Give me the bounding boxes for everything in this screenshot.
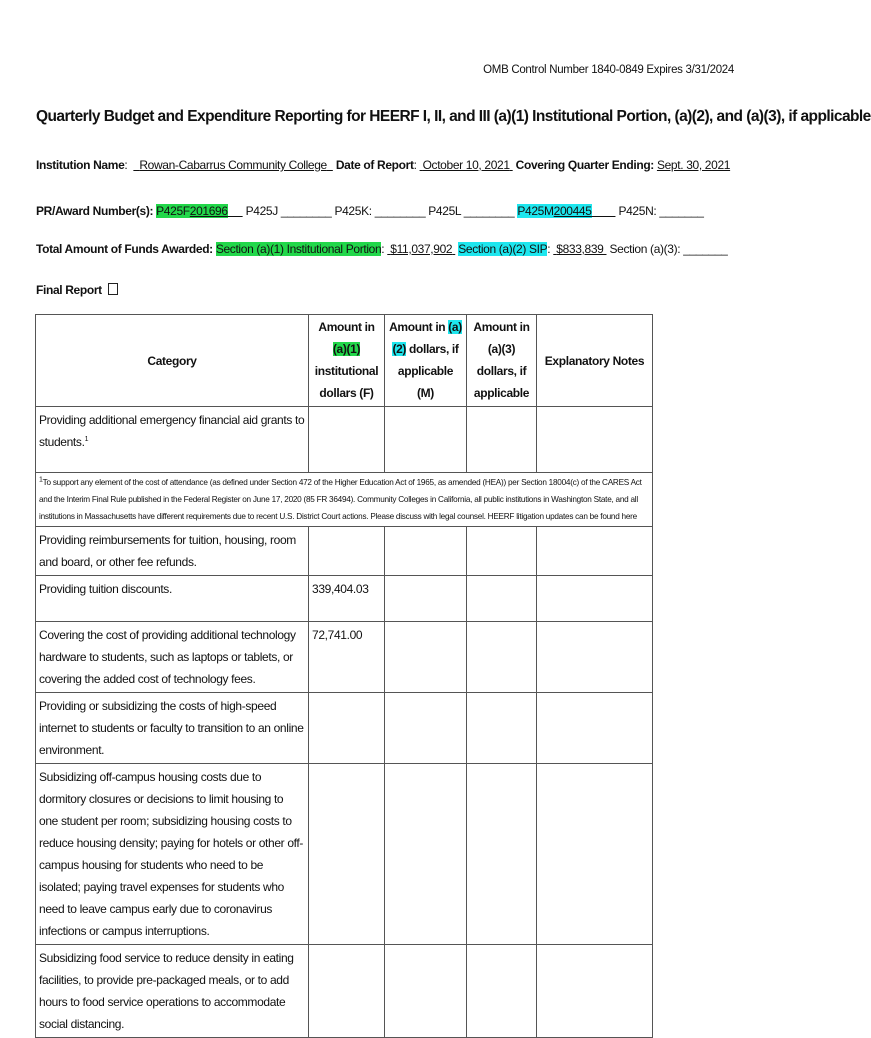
- table-row: [36, 945, 653, 1038]
- cell-a3[interactable]: [467, 764, 537, 945]
- cell-notes[interactable]: [537, 693, 653, 764]
- table-row: [36, 576, 653, 622]
- row-category: Subsidizing off-campus housing costs due to dormitory closures or decisions to limit housing to one student per room; subsidizing housing costs to reduce housing density; paying for hotels or other off-campus housing for students who need to be isolated; paying travel expenses for students who need to leave campus early due to coronavirus infections or campus interruptions.: [36, 764, 309, 945]
- cell-a1[interactable]: [309, 945, 385, 1038]
- cell-a3[interactable]: [467, 622, 537, 693]
- award-p425j[interactable]: P425J ________: [245, 204, 332, 218]
- row-category: Providing or subsidizing the costs of high-speed internet to students or faculty to transition to an online environment.: [36, 693, 309, 764]
- final-report-label: Final Report: [36, 283, 102, 297]
- quarter-value[interactable]: Sept. 30, 2021: [656, 158, 731, 172]
- header-category: Category: [36, 315, 309, 407]
- cell-a2[interactable]: [385, 407, 467, 473]
- funds-a1-value[interactable]: $11,037,902: [390, 242, 453, 256]
- award-line: [36, 204, 704, 218]
- header-notes: Explanatory Notes: [537, 315, 653, 407]
- table-row: [36, 622, 653, 693]
- table-row: [36, 764, 653, 945]
- footnote-row: [36, 473, 653, 527]
- institution-value[interactable]: Rowan-Cabarrus Community College: [139, 158, 327, 172]
- funds-a2-label: Section (a)(2) SIP: [458, 242, 548, 256]
- cell-a3[interactable]: [467, 527, 537, 576]
- date-label: Date of Report: [335, 158, 414, 172]
- award-p425f[interactable]: P425F201696: [156, 204, 228, 218]
- table-row: [36, 693, 653, 764]
- award-p425n[interactable]: P425N: _______: [618, 204, 704, 218]
- final-report-line: [36, 283, 118, 297]
- funds-a1-label: Section (a)(1) Institutional Portion: [215, 242, 382, 256]
- row-category: Providing tuition discounts.: [36, 576, 309, 622]
- institution-line: Institution Name: Rowan-Cabarrus Community College Date of Report: October 10, 2021 Covering Quarter Ending: Sept. 30, 2021: [36, 158, 731, 172]
- institution-label: Institution Name: [36, 158, 125, 172]
- award-p425l[interactable]: P425L ________: [428, 204, 515, 218]
- header-a1: Amount in (a)(1) institutional dollars (F): [309, 315, 385, 407]
- award-label: PR/Award Number(s):: [36, 204, 154, 218]
- omb-control-number: OMB Control Number 1840-0849 Expires 3/31/2024: [483, 64, 734, 76]
- cell-a1[interactable]: [309, 527, 385, 576]
- cell-a3[interactable]: [467, 576, 537, 622]
- page-title: Quarterly Budget and Expenditure Reporting for HEERF I, II, and III (a)(1) Institutional Portion, (a)(2), and (a)(3), if applicable: [36, 108, 871, 125]
- table-row: [36, 407, 653, 473]
- cell-a2[interactable]: [385, 945, 467, 1038]
- row-category: Providing reimbursements for tuition, housing, room and board, or other fee refunds.: [36, 527, 309, 576]
- row-category: Subsidizing food service to reduce density in eating facilities, to provide pre-packaged meals, or to add hours to food service operations to accommodate social distancing.: [36, 945, 309, 1038]
- row-category: Providing additional emergency financial aid grants to students.$^1$: [36, 407, 309, 473]
- cell-a2[interactable]: [385, 576, 467, 622]
- cell-a2[interactable]: [385, 527, 467, 576]
- cell-a3[interactable]: [467, 407, 537, 473]
- footnote: $^1$To support any element of the cost of attendance (as defined under Section 472 of the Higher Education Act of 1965, as amended (HEA)) per Section 18004(c) of the CARES Act and the Interim Final Rule published in the Federal Register on June 17, 2020 (85 FR 36494). Community Colleges in California, all public institutions in Washington State, and all institutions in Massachusetts have different requirements due to recent U.S. District Court actions. Please discuss with legal counsel. HEERF litigation updates can be found here: [36, 473, 653, 527]
- cell-notes[interactable]: [537, 622, 653, 693]
- award-p425k[interactable]: P425K: ________: [334, 204, 426, 218]
- funds-label: Total Amount of Funds Awarded:: [36, 242, 213, 256]
- funds-a2-value[interactable]: $833,839: [556, 242, 604, 256]
- cell-a2[interactable]: [385, 622, 467, 693]
- award-p425m[interactable]: P425M200445: [517, 204, 592, 218]
- cell-a1[interactable]: [309, 407, 385, 473]
- cell-a3[interactable]: [467, 693, 537, 764]
- cell-a1[interactable]: 72,741.00: [309, 622, 385, 693]
- date-value[interactable]: October 10, 2021: [422, 158, 510, 172]
- cell-a1[interactable]: [309, 693, 385, 764]
- final-report-checkbox-icon[interactable]: [108, 283, 118, 295]
- funds-line: Total Amount of Funds Awarded: Section (a)(1) Institutional Portion: $11,037,902 Section (a)(2) SIP: $833,839 Section (a)(3): _______: [36, 242, 728, 256]
- header-a3: Amount in (a)(3) dollars, if applicable: [467, 315, 537, 407]
- cell-a2[interactable]: [385, 693, 467, 764]
- funds-a3-label[interactable]: Section (a)(3): _______: [609, 242, 728, 256]
- table-header-row: [36, 315, 653, 407]
- cell-a2[interactable]: [385, 764, 467, 945]
- table-row: [36, 527, 653, 576]
- expenditure-table: [35, 314, 653, 1038]
- header-a2: Amount in (a)(2) dollars, if applicable (M): [385, 315, 467, 407]
- cell-notes[interactable]: [537, 764, 653, 945]
- cell-a3[interactable]: [467, 945, 537, 1038]
- cell-notes[interactable]: [537, 576, 653, 622]
- quarter-label: Covering Quarter Ending:: [515, 158, 654, 172]
- cell-a1[interactable]: 339,404.03: [309, 576, 385, 622]
- cell-a1[interactable]: [309, 764, 385, 945]
- cell-notes[interactable]: [537, 945, 653, 1038]
- cell-notes[interactable]: [537, 407, 653, 473]
- cell-notes[interactable]: [537, 527, 653, 576]
- row-category: Covering the cost of providing additional technology hardware to students, such as laptops or tablets, or covering the added cost of technology fees.: [36, 622, 309, 693]
